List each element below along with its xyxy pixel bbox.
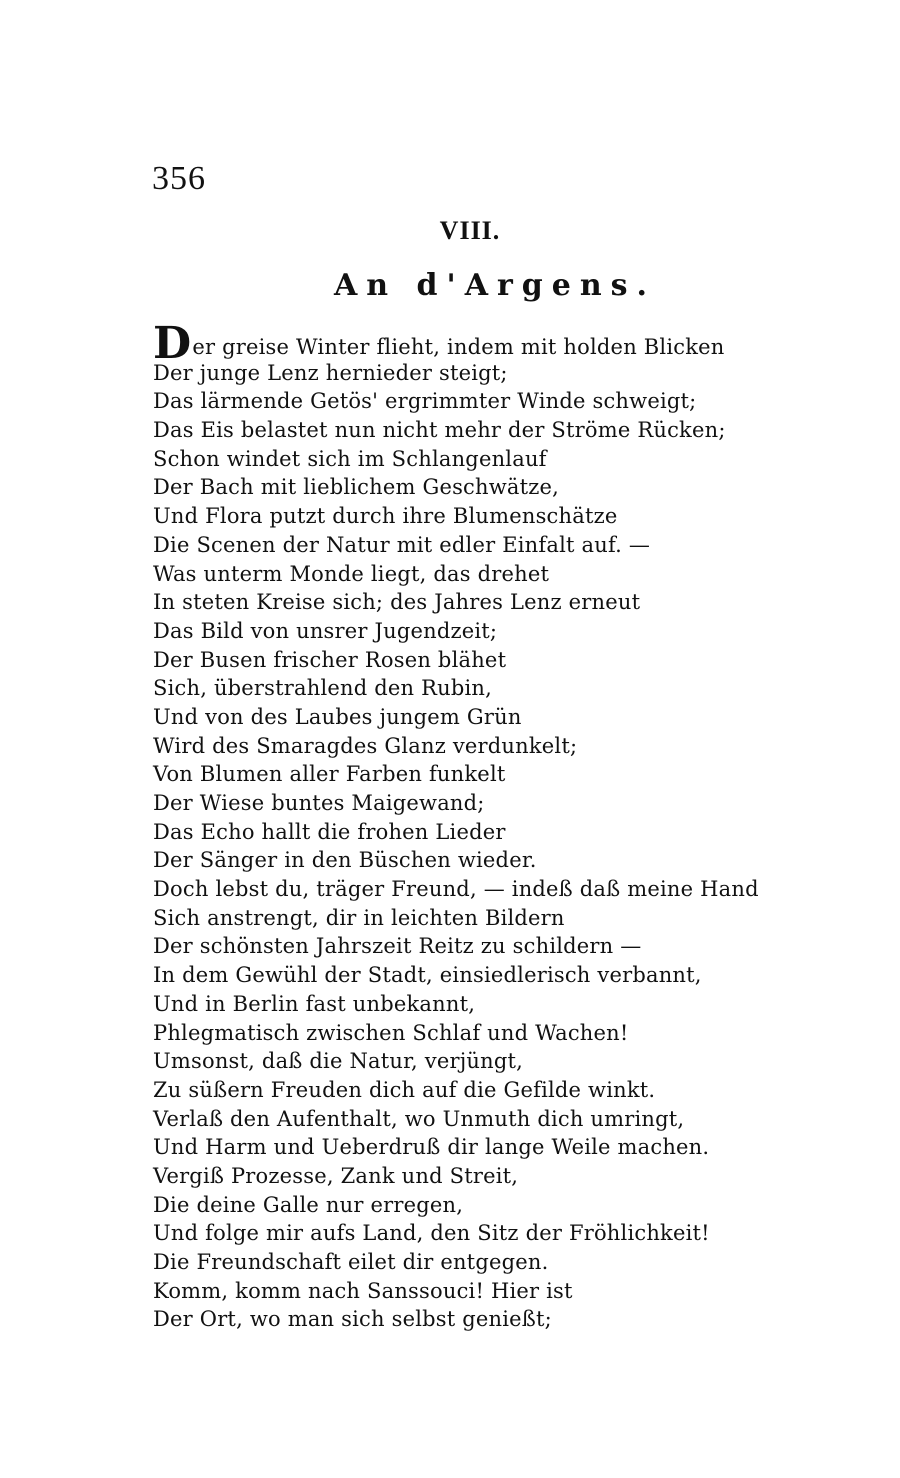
section-number: VIII. xyxy=(439,216,501,245)
poem-line xyxy=(153,318,833,369)
poem-line: Das Bild von unsrer Jugendzeit; xyxy=(153,618,498,643)
poem-line: Und folge mir aufs Land, den Sitz der Fröhlichkeit! xyxy=(153,1221,710,1246)
poem-line: Sich, überstrahlend den Rubin, xyxy=(153,676,493,701)
poem-line-text: er greise Winter flieht, indem mit holden Blicken xyxy=(192,335,725,359)
poem-line: Der Busen frischer Rosen blähet xyxy=(153,647,507,672)
poem-line: Und in Berlin fast unbekannt, xyxy=(153,991,476,1016)
poem-line: Doch lebst du, träger Freund, — indeß daß meine Hand xyxy=(153,877,759,902)
poem-line: Das Eis belastet nun nicht mehr der Ströme Rücken; xyxy=(153,418,726,443)
poem-line: In steten Kreise sich; des Jahres Lenz erneut xyxy=(153,590,641,615)
poem-line: Der junge Lenz hernieder steigt; xyxy=(153,360,508,385)
poem-line: Vergiß Prozesse, Zank und Streit, xyxy=(153,1163,519,1188)
poem-line: Und von des Laubes jungem Grün xyxy=(153,704,522,729)
poem-line: Der Bach mit lieblichem Geschwätze, xyxy=(153,475,560,500)
poem-line: Was unterm Monde liegt, das drehet xyxy=(153,561,550,586)
poem-line: Der Ort, wo man sich selbst genießt; xyxy=(153,1307,552,1332)
poem-line: Und Flora putzt durch ihre Blumenschätze xyxy=(153,504,618,529)
poem-line: Und Harm und Ueberdruß dir lange Weile machen. xyxy=(153,1135,710,1160)
poem-line: Phlegmatisch zwischen Schlaf und Wachen! xyxy=(153,1020,629,1045)
poem-line: Das lärmende Getös' ergrimmter Winde schweigt; xyxy=(153,389,697,414)
poem-line: Komm, komm nach Sanssouci! Hier ist xyxy=(153,1278,573,1303)
poem-line: Verlaß den Aufenthalt, wo Unmuth dich umringt, xyxy=(153,1106,685,1131)
poem-line: Sich anstrengt, dir in leichten Bildern xyxy=(153,905,565,930)
poem-title: An d'Argens. xyxy=(334,268,656,303)
page-number: 356 xyxy=(152,160,206,197)
poem-line: Die Freundschaft eilet dir entgegen. xyxy=(153,1250,549,1274)
poem-line: Das Echo hallt die frohen Lieder xyxy=(153,819,506,844)
poem-line: Umsonst, daß die Natur, verjüngt, xyxy=(153,1049,524,1074)
poem-line: Zu süßern Freuden dich auf die Gefilde winkt. xyxy=(153,1077,656,1102)
poem-text xyxy=(153,318,833,1334)
poem-line: Von Blumen aller Farben funkelt xyxy=(153,762,506,787)
poem-line: Der Sänger in den Büschen wieder. xyxy=(153,848,537,873)
poem-line: In dem Gewühl der Stadt, einsiedlerisch verbannt, xyxy=(153,963,702,988)
poem-line: Die Scenen der Natur mit edler Einfalt auf. — xyxy=(153,532,651,557)
poem-line: Der Wiese buntes Maigewand; xyxy=(153,791,485,815)
poem-line: Der schönsten Jahrszeit Reitz zu schildern — xyxy=(153,934,642,959)
poem-line: Die deine Galle nur erregen, xyxy=(153,1192,464,1217)
poem-line: Wird des Smaragdes Glanz verdunkelt; xyxy=(153,733,578,758)
poem-line: Schon windet sich im Schlangenlauf xyxy=(153,446,547,471)
drop-cap: D xyxy=(153,318,192,369)
